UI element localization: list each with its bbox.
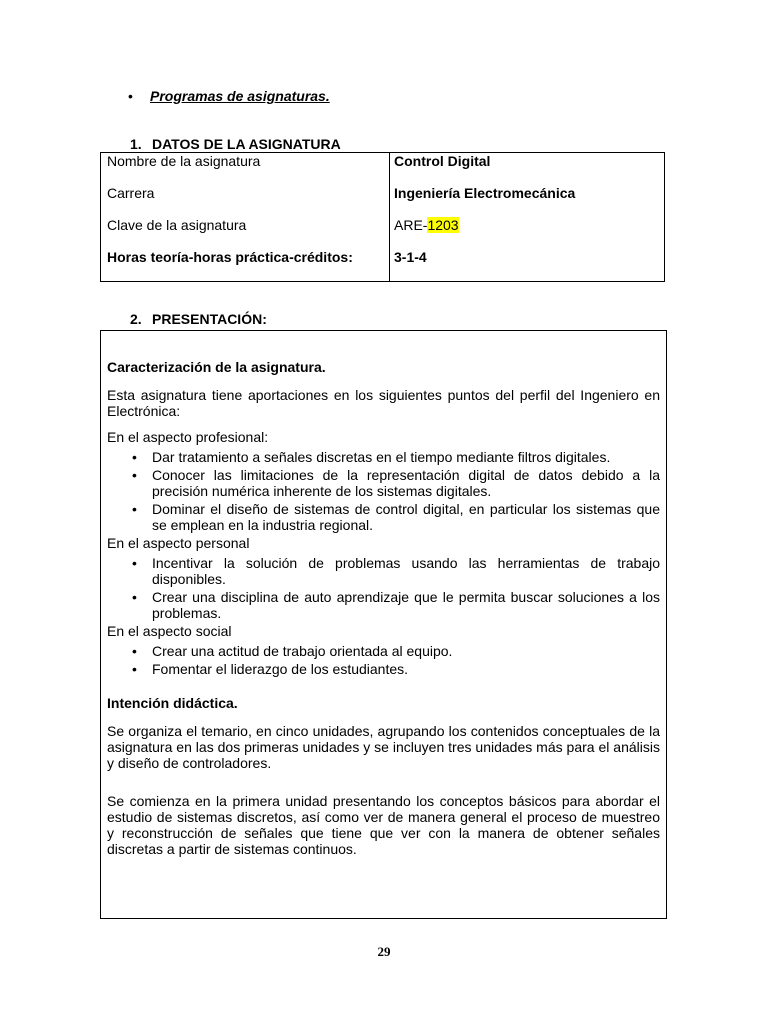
value-horas: 3-1-4 xyxy=(394,249,427,265)
list-item: • Crear una disciplina de auto aprendizaje que le permita buscar soluciones a los problemas. xyxy=(132,589,660,621)
section-2-number: 2. xyxy=(130,311,142,327)
label-horas: Horas teoría-horas práctica-créditos: xyxy=(107,249,353,265)
course-data-table xyxy=(100,152,665,282)
intencion-paragraph-1: Se organiza el temario, en cinco unidades, agrupando los contenidos conceptuales de la asignatura en las dos primeras unidades y se incluyen tres unidades más para el análisis y diseño de controladores. xyxy=(107,723,660,771)
list-item: • Incentivar la solución de problemas usando las herramientas de trabajo disponibles. xyxy=(132,555,660,587)
intencion-paragraph-2: Se comienza en la primera unidad presentando los conceptos básicos para abordar el estudio de sistemas discretos, así como ver de manera general el proceso de muestreo y reconstrucción de señales que tiene que ver con la manera de obtener señales discretas a partir de sistemas continuos. xyxy=(107,793,660,857)
value-nombre: Control Digital xyxy=(394,153,491,169)
section-1-heading xyxy=(130,136,341,152)
caracterizacion-heading: Caracterización de la asignatura. xyxy=(107,359,326,375)
list-item: • Dar tratamiento a señales discretas en el tiempo mediante filtros digitales. xyxy=(132,449,611,465)
presentacion-box xyxy=(100,330,667,919)
personal-label: En el aspecto personal xyxy=(107,535,250,551)
page-number: 29 xyxy=(377,944,391,959)
bullet-glyph: • xyxy=(132,643,137,659)
label-nombre: Nombre de la asignatura xyxy=(107,153,261,169)
bullet-glyph: • xyxy=(132,589,137,605)
section-2-title: PRESENTACIÓN: xyxy=(152,311,267,327)
value-column xyxy=(390,153,665,282)
value-carrera: Ingeniería Electromecánica xyxy=(394,185,576,201)
label-clave: Clave de la asignatura xyxy=(107,217,247,233)
label-carrera: Carrera xyxy=(107,185,155,201)
clave-highlighted-number: 1203 xyxy=(427,217,459,233)
bullet-glyph: • xyxy=(132,661,137,677)
list-item: • Fomentar el liderazgo de los estudiantes. xyxy=(132,661,409,677)
section-2-heading xyxy=(130,311,267,327)
intro-paragraph: Esta asignatura tiene aportaciones en los siguientes puntos del perfil del Ingeniero en Electrónica: xyxy=(107,387,660,419)
bullet-glyph: • xyxy=(132,555,137,571)
social-list xyxy=(107,643,660,677)
value-clave xyxy=(394,217,664,249)
social-label: En el aspecto social xyxy=(107,623,232,639)
intencion-heading: Intención didáctica. xyxy=(107,695,238,711)
clave-prefix: ARE- xyxy=(394,217,428,233)
list-item: • Dominar el diseño de sistemas de control digital, en particular los sistemas que se emplean en la industria regional. xyxy=(132,501,660,533)
label-column xyxy=(101,153,390,282)
list-item: • Conocer las limitaciones de la representación digital de datos debido a la precisión numérica inherente de los sistemas digitales. xyxy=(132,467,660,499)
list-item: • Crear una actitud de trabajo orientada al equipo. xyxy=(132,643,453,659)
section-1-number: 1. xyxy=(130,136,142,152)
bullet-glyph: • xyxy=(132,501,137,517)
personal-list xyxy=(107,555,660,621)
bullet-glyph: • xyxy=(128,88,133,104)
bullet-glyph: • xyxy=(132,467,137,483)
profesional-list xyxy=(107,449,660,533)
section-1-title: DATOS DE LA ASIGNATURA xyxy=(152,136,341,152)
profesional-label: En el aspecto profesional: xyxy=(107,429,269,445)
heading-programas: Programas de asignaturas. xyxy=(150,88,330,104)
section-bullet-heading xyxy=(128,88,330,104)
bullet-glyph: • xyxy=(132,449,137,465)
